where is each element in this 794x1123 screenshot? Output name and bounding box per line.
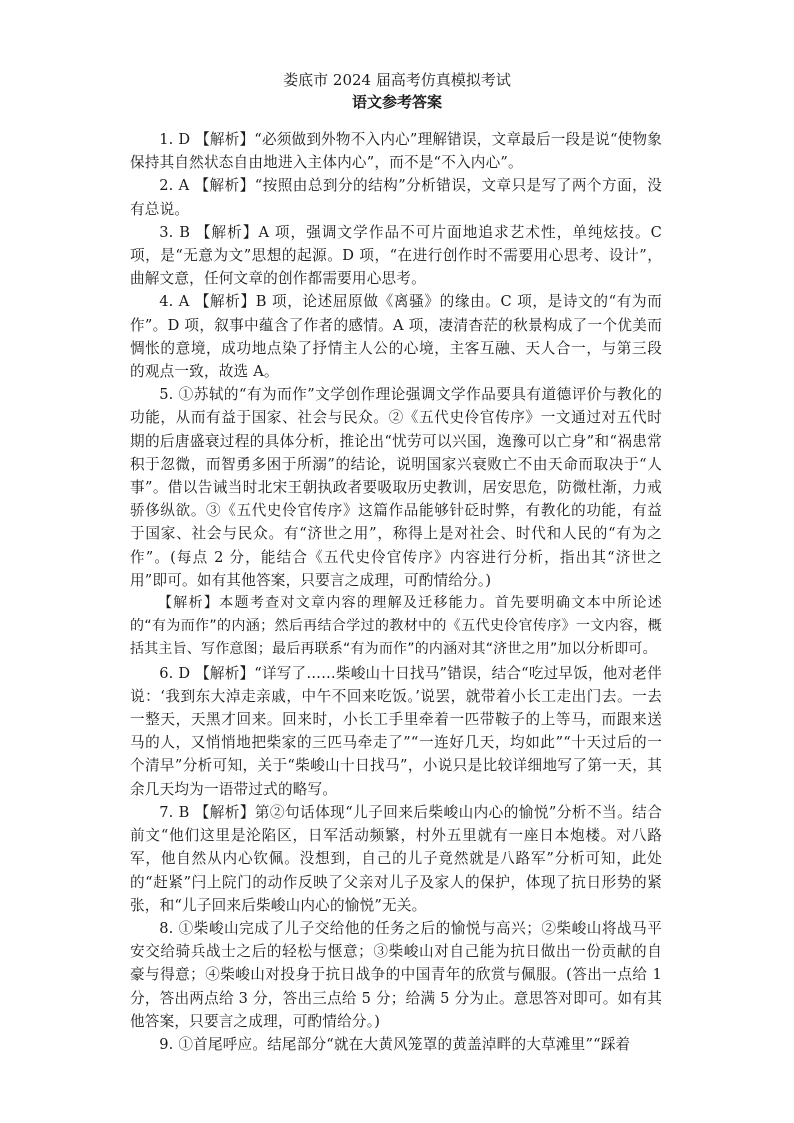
document-subtitle: 语文参考答案 (351, 93, 442, 111)
answer-5: 5. ①苏轼的“有为而作”文学创作理论强调文学作品要具有道德评价与教化的功能，从而有益于国家、社会与民众。②《五代史伶官传序》一文通过对五代时期的后唐盛衰过程的具体分析，推论出“忧劳可以兴国，逸豫可以亡身”和“祸患常积于忽微，而智勇多困于所溺”的结论，说明国家兴衰败亡不由天命而取决于“人事”。借以告诫当时北宋王朝执政者要吸取历史教训，居安思危，防微杜渐，力戒骄侈纵欲。③《五代史伶官传序》这篇作品能够针砭时弊，有教化的功能，有益于国家、社会与民众。有“济世之用”，称得上是对社会、时代和人民的“有为之作”。(每点 2 分，能结合《五代史伶官传序》内容进行分析，指出其“济世之用”即可。如有其他答案，只要言之成理，可酌情给分。) (130, 386, 662, 589)
document-title: 娄底市 2024 届高考仿真模拟考试 (283, 71, 511, 89)
answer-2: 2. A 【解析】“按照由总到分的结构”分析错误，文章只是写了两个方面，没有总说。 (130, 177, 662, 218)
answer-5-explanation: 【解析】本题考查对文章内容的理解及迁移能力。首先要明确文本中所论述的“有为而作”的内涵；然后再结合学过的教材中的《五代史伶官传序》一文内容，概括其主旨、写作意图；最后再联系“有为而作”的内涵对其“济世之用”加以分析即可。 (130, 595, 662, 658)
answer-6: 6. D 【解析】“详写了……柴峻山十日找马”错误，结合“吃过早饭，他对老伴说：‘我到东大淖走亲戚，中午不回来吃饭。’说罢，就带着小长工走出门去。一去一整天，天黑才回来。回来时，小长工手里牵着一匹带鞍子的上等马，而跟来送马的人，又悄悄地把柴家的三匹马牵走了”“一连好几天，均如此”“十天过后的一个清早”分析可知，关于“柴峻山十日找马”，小说只是比较详细地写了第一天，其余几天均为一语带过式的略写。 (130, 664, 662, 798)
answer-9: 9. ①首尾呼应。结尾部分“就在大黄风笼罩的黄盖淖畔的大草滩里”“踩着 (159, 1035, 631, 1053)
answer-8: 8. ①柴峻山完成了儿子交给他的任务之后的愉悦与高兴；②柴峻山将战马平安交给骑兵战士之后的轻松与惬意；③柴峻山对自己能为抗日做出一份贡献的自豪与得意；④柴峻山对投身于抗日战争的中国青年的欣赏与佩服。(答出一点给 1 分，答出两点给 3 分，答出三点给 5 分；给满 5 分为止。意思答对即可。如有其他答案，只要言之成理，可酌情给分。) (130, 919, 662, 1030)
answer-3: 3. B 【解析】A 项，强调文学作品不可片面地追求艺术性，单纯炫技。C 项，是“无意为文”思想的起源。D 项，“在进行创作时不需要用心思考、设计”，曲解文意，任何文章的创作都需要用心思考。 (130, 223, 662, 288)
answer-4: 4. A 【解析】B 项，论述屈原做《离骚》的缘由。C 项，是诗文的“有为而作”。D 项，叙事中蕴含了作者的感情。A 项，凄清杳茫的秋景构成了一个优美而惆怅的意境，成功地点染了抒情主人公的心境，主客互融、天人合一，与第三段的观点一致，故选 A。 (130, 293, 662, 381)
answer-1: 1. D 【解析】“必须做到外物不入内心”理解错误，文章最后一段是说“使物象保持其自然状态自由地进入主体内心”，而不是“不入内心”。 (130, 131, 662, 172)
answer-7: 7. B 【解析】第②句话体现“儿子回来后柴峻山内心的愉悦”分析不当。结合前文“他们这里是沦陷区，日军活动频繁，村外五里就有一座日本炮楼。对八路军，他自然从内心钦佩。没想到，自己的儿子竟然就是八路军”分析可知，此处的“赶紧”闩上院门的动作反映了父亲对儿子及家人的保护，体现了抗日形势的紧张，和“儿子回来后柴峻山内心的愉悦”无关。 (130, 803, 662, 914)
answer-body (130, 128, 662, 1056)
